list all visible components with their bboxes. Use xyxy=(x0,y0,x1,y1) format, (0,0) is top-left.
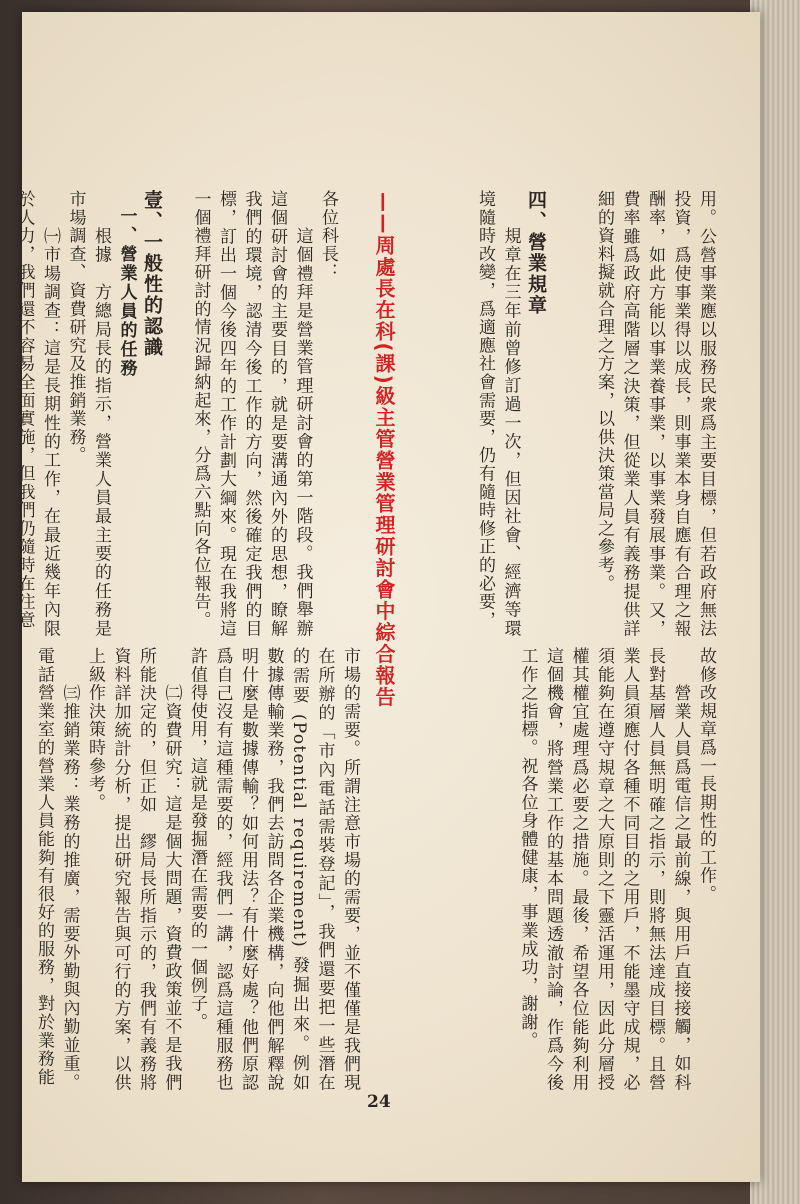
paragraph: ㈠市場調查：這是長期性的工作，在最近幾年內限於人力，我們還不容易全面實施，但我們仍隨時在注意 xyxy=(14,190,60,638)
text-column-top-1 xyxy=(568,190,718,638)
paragraph: 根據 方總局長的指示，營業人員最主要的任務是市場調查、資費研究及推銷業務。 xyxy=(65,190,111,638)
text-column-bottom-2 xyxy=(34,647,362,1092)
paragraph: 營業人員爲電信之最前線，與用戶直接接觸，如科長對基層人員無明確之指示，則將無法達成目標。且營業人員須應付各種不同目的之用戶，不能墨守成規，必須能夠在遵守規章之大原則之下靈活運用，因此分層授權其權宜處理爲必要之措施。最後，希望各位能夠利用這個機會，將營業工作的基本問題透澈討論，作爲今後工作之指標。祝各位身體健康，事業成功，謝謝。 xyxy=(517,647,691,1092)
section-heading: 四、營業規章 xyxy=(525,190,547,316)
text-column-top-4 xyxy=(14,190,164,638)
paragraph: ㈢推銷業務：業務的推廣，需要外勤與內勤並重。電話營業室的營業人員能夠有很好的服務，對於業務能 xyxy=(34,647,80,1092)
paragraph: 市場的需要。所謂注意市場的需要，並不僅僅是我們現在所辦的「市內電話需裝登記」，我們還要把一些潛在的需要 (Potential requirement) 發掘出來。例如數據傳輸業務，我們去訪問各企業機構，向他們解釋說明什麼是數據傳輸？如何用法？有什麼好處？他們原認爲自己沒有這種需要的，經我們一講，認爲這種服務也許值得使用，這就是發掘潛在需要的一個例子。 xyxy=(187,647,360,1092)
paragraph: 故修改規章爲一長期性的工作。 xyxy=(696,647,716,904)
document-page xyxy=(14,12,760,1182)
report-title: ——周處長在科(課)級主管營業管理研討會中綜合報告 xyxy=(372,192,396,708)
sub-heading: 一、營業人員的任務 xyxy=(116,207,137,378)
paragraph: ㈡資費研究：這是個大問題，資費政策並不是我們所能決定的，但正如 繆局長所指示的，我們有義務將資料詳加統計分析，提出研究報告與可行的方案，以供上級作決策時參考。 xyxy=(85,647,182,1092)
page-number: 24 xyxy=(367,1092,391,1112)
paragraph: 這個禮拜是營業管理研討會的第一階段。我們舉辦這個研討會的主要目的，就是要溝通內外的思想，瞭解我們的環境，認清今後工作的方向，然後確定我們的目標，訂出一個今後四年的工作計劃大綱來。現在我將這一個禮拜研討的情況歸納起來，分爲六點向各位報告。 xyxy=(190,190,313,638)
paragraph: 用。公營事業應以服務民衆爲主要目標，但若政府無法投資，爲使事業得以成長，則事業本身自應有合理之報酬率，如此方能以事業養事業，以事業發展事業。又，費率雖爲政府高階層之決策，但從業人員有義務提供詳細的資料擬就合理之方案，以供決策當局之參考。 xyxy=(594,190,716,638)
section-heading: 壹、一般性的認識 xyxy=(141,190,163,358)
text-column-top-2 xyxy=(448,190,548,638)
text-column-top-3 xyxy=(190,190,340,638)
paragraph: 規章在三年前曾修訂過一次，但因社會、經濟等環境隨時改變，爲適應社會需要，仍有隨時修正的必要， xyxy=(475,190,521,638)
salutation: 各位科長： xyxy=(318,190,338,282)
text-column-bottom-1 xyxy=(517,647,718,1092)
